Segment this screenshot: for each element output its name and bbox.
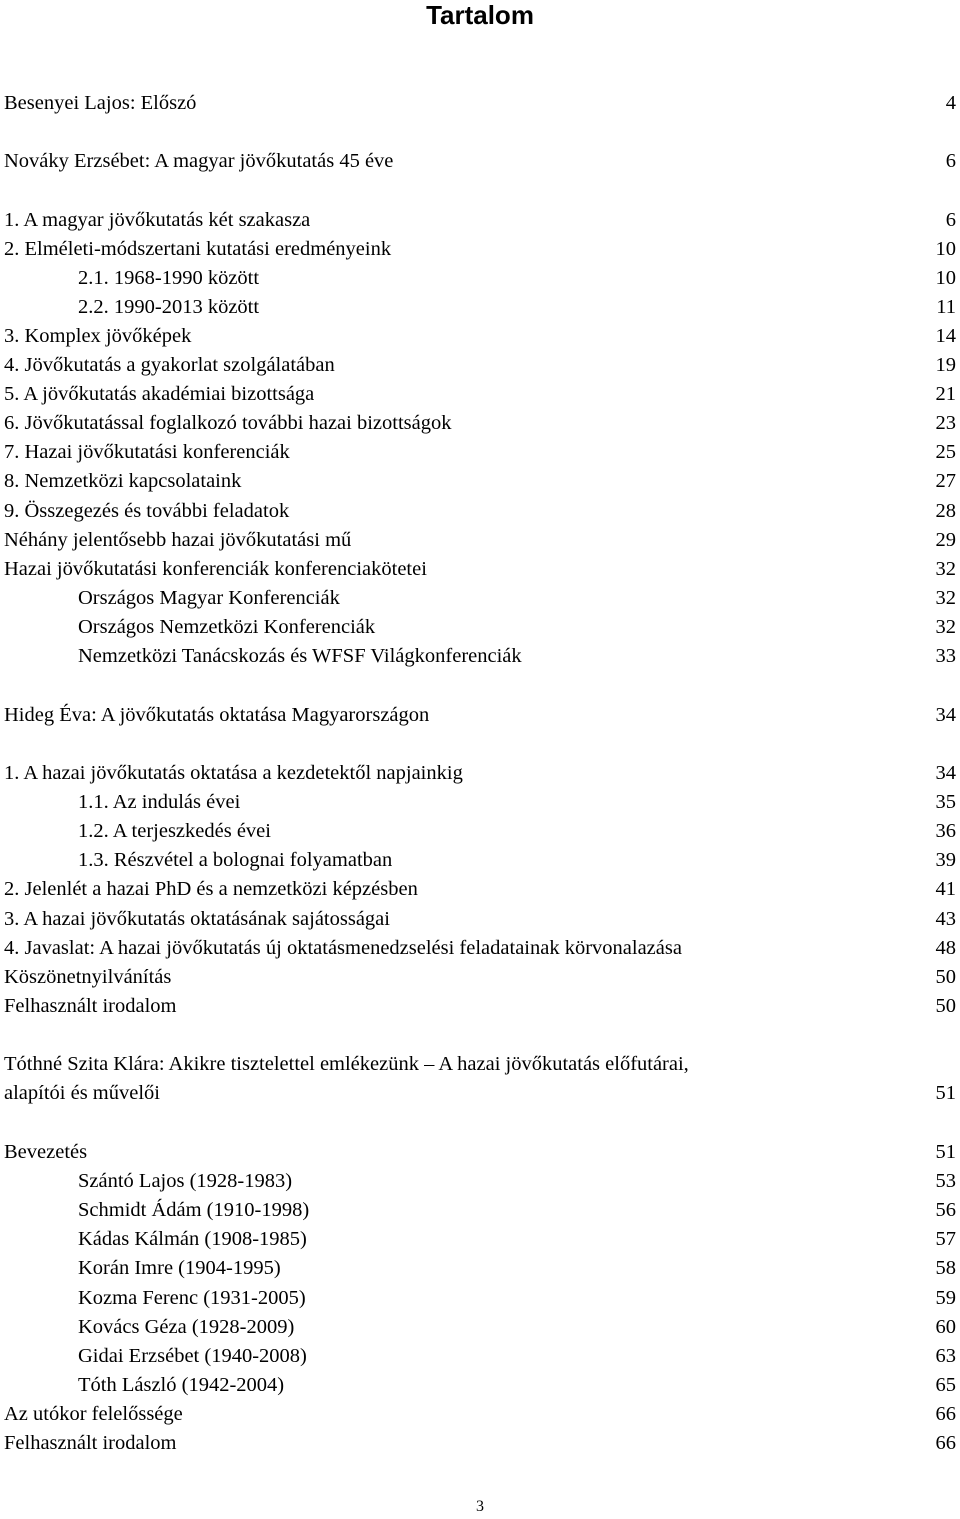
toc-entry-title: 7. Hazai jövőkutatási konferenciák (4, 441, 290, 463)
toc-entry (4, 788, 956, 817)
toc-entry-title: Nemzetközi Tanácskozás és WFSF Világkonferenciák (78, 645, 522, 667)
toc-entry-title: Szántó Lajos (1928-1983) (78, 1170, 293, 1192)
toc-entry-page: 6 (945, 150, 956, 172)
toc-entry (4, 963, 956, 992)
toc-entry-title: alapítói és művelői (4, 1082, 160, 1104)
toc-entry (4, 147, 956, 176)
toc-entry-title: Kozma Ferenc (1931-2005) (78, 1287, 306, 1309)
toc-entry (4, 1429, 956, 1458)
toc-entry-page: 53 (935, 1170, 956, 1192)
page-number: 3 (476, 1498, 484, 1515)
toc-entry-title: Felhasznált irodalom (4, 995, 177, 1017)
toc-entry (4, 322, 956, 351)
toc-entry-title: Köszönetnyilvánítás (4, 966, 172, 988)
toc-entry (4, 206, 956, 235)
toc-entry-title: 4. Javaslat: A hazai jövőkutatás új oktatásmenedzselési feladatainak körvonalazása (4, 937, 682, 959)
toc-entry (4, 1342, 956, 1371)
toc-entry (4, 1050, 956, 1079)
toc-entry (4, 526, 956, 555)
toc-entry-page: 51 (935, 1141, 956, 1163)
toc-entry (4, 235, 956, 264)
toc-entry-page: 32 (935, 587, 956, 609)
toc-entry-page: 23 (935, 412, 956, 434)
toc-entry-page: 10 (935, 267, 956, 289)
toc-entry-page: 66 (935, 1403, 956, 1425)
toc-entry-title: 1. A magyar jövőkutatás két szakasza (4, 209, 311, 231)
toc-entry-title: Kádas Kálmán (1908-1985) (78, 1228, 307, 1250)
toc-entry (4, 1313, 956, 1342)
toc-entry (4, 555, 956, 584)
toc-entry-title: Schmidt Ádám (1910-1998) (78, 1199, 310, 1221)
toc-entry-title: Felhasznált irodalom (4, 1432, 177, 1454)
toc-entry-title: Korán Imre (1904-1995) (78, 1257, 281, 1279)
toc-entry (4, 293, 956, 322)
toc-entry (4, 89, 956, 118)
toc-entry (4, 613, 956, 642)
toc-entry (4, 759, 956, 788)
toc-entry-title: Országos Nemzetközi Konferenciák (78, 616, 376, 638)
toc-entry-page: 32 (935, 616, 956, 638)
toc-entry-title: 5. A jövőkutatás akadémiai bizottsága (4, 383, 315, 405)
toc-entry (4, 1254, 956, 1283)
toc-entry-page: 4 (945, 92, 956, 114)
toc-entry-title: 2. Jelenlét a hazai PhD és a nemzetközi képzésben (4, 878, 418, 900)
toc-entry (4, 409, 956, 438)
toc-entry-page: 50 (935, 995, 956, 1017)
toc-entry-title: 1.1. Az indulás évei (78, 791, 241, 813)
toc-entry-page: 59 (935, 1287, 956, 1309)
toc-entry-title: 1.3. Részvétel a bolognai folyamatban (78, 849, 393, 871)
toc-entry-page: 10 (935, 238, 956, 260)
toc-entry (4, 817, 956, 846)
toc-entry-title: 2.2. 1990-2013 között (78, 296, 260, 318)
toc-entry-page: 51 (935, 1082, 956, 1104)
toc-entry (4, 467, 956, 496)
toc-entry-page: 56 (935, 1199, 956, 1221)
toc-entry-title: 6. Jövőkutatással foglalkozó további hazai bizottságok (4, 412, 452, 434)
toc-entry (4, 1167, 956, 1196)
toc-entry-page: 36 (935, 820, 956, 842)
toc-entry (4, 497, 956, 526)
toc-entry-title: Nováky Erzsébet: A magyar jövőkutatás 45 éve (4, 150, 394, 172)
toc-entry-page: 33 (935, 645, 956, 667)
toc-entry-page: 43 (935, 908, 956, 930)
toc-entry-title: 1. A hazai jövőkutatás oktatása a kezdetektől napjainkig (4, 762, 463, 784)
toc-entry-title: Bevezetés (4, 1141, 88, 1163)
toc-entry-page: 58 (935, 1257, 956, 1279)
toc-entry (4, 438, 956, 467)
toc-entry-page: 66 (935, 1432, 956, 1454)
toc-entry-title: 2.1. 1968-1990 között (78, 267, 260, 289)
toc-entry-title: Besenyei Lajos: Előszó (4, 92, 197, 114)
toc-entry (4, 380, 956, 409)
toc-entry-page: 21 (935, 383, 956, 405)
toc-entry (4, 934, 956, 963)
toc-entry-title: 9. Összegezés és további feladatok (4, 500, 290, 522)
toc-entry (4, 1196, 956, 1225)
toc-entry-title: 3. A hazai jövőkutatás oktatásának sajátosságai (4, 908, 390, 930)
toc-entry-page: 34 (935, 704, 956, 726)
page-title: Tartalom (426, 0, 534, 30)
toc-entry-page: 50 (935, 966, 956, 988)
toc-entry-title: Néhány jelentősebb hazai jövőkutatási mű (4, 529, 352, 551)
toc-entry-page: 63 (935, 1345, 956, 1367)
toc-entry-page: 60 (935, 1316, 956, 1338)
toc-entry-page: 29 (935, 529, 956, 551)
toc-entry-title: Tóth László (1942-2004) (78, 1374, 285, 1396)
toc-entry-title: Hazai jövőkutatási konferenciák konferenciakötetei (4, 558, 427, 580)
toc-entry (4, 846, 956, 875)
toc-entry-page: 57 (935, 1228, 956, 1250)
toc-entry (4, 1138, 956, 1167)
toc-entry (4, 1284, 956, 1313)
toc-entry-title: 8. Nemzetközi kapcsolataink (4, 470, 242, 492)
toc-entry (4, 875, 956, 904)
toc-entry-title: Hideg Éva: A jövőkutatás oktatása Magyarországon (4, 704, 430, 726)
toc-entry-page: 11 (936, 296, 956, 318)
toc-entry (4, 264, 956, 293)
toc-entry (4, 584, 956, 613)
toc-entry-page: 28 (935, 500, 956, 522)
toc-entry-page: 34 (935, 762, 956, 784)
toc-entry (4, 642, 956, 671)
toc-entry-title: 3. Komplex jövőképek (4, 325, 192, 347)
toc-entry-title: 2. Elméleti-módszertani kutatási eredményeink (4, 238, 392, 260)
toc-entry-title: Kovács Géza (1928-2009) (78, 1316, 295, 1338)
toc-entry (4, 1079, 956, 1108)
toc-entry-page: 19 (935, 354, 956, 376)
toc-entry (4, 992, 956, 1021)
toc-entry-title: Gidai Erzsébet (1940-2008) (78, 1345, 307, 1367)
toc-entry (4, 1400, 956, 1429)
toc-entry-title: Tóthné Szita Klára: Akikre tisztelettel emlékezünk – A hazai jövőkutatás előfutárai, (4, 1053, 689, 1075)
toc-entry-title: Országos Magyar Konferenciák (78, 587, 340, 609)
toc-entry (4, 351, 956, 380)
toc-entry-page: 35 (935, 791, 956, 813)
toc-entry-page: 65 (935, 1374, 956, 1396)
toc-entry (4, 1371, 956, 1400)
toc-entry-page: 25 (935, 441, 956, 463)
toc-entry (4, 1225, 956, 1254)
toc-entry-title: 1.2. A terjeszkedés évei (78, 820, 271, 842)
toc-entry-title: 4. Jövőkutatás a gyakorlat szolgálatában (4, 354, 335, 376)
toc-entry-page: 14 (935, 325, 956, 347)
toc-entry-title: Az utókor felelőssége (4, 1403, 183, 1425)
toc-entry-page: 41 (935, 878, 956, 900)
toc-entry-page: 6 (945, 209, 956, 231)
toc-entry-page: 39 (935, 849, 956, 871)
toc-entry (4, 701, 956, 730)
toc-entry-page: 48 (935, 937, 956, 959)
toc-entry-page: 32 (935, 558, 956, 580)
toc-entry (4, 905, 956, 934)
toc-entry-page: 27 (935, 470, 956, 492)
